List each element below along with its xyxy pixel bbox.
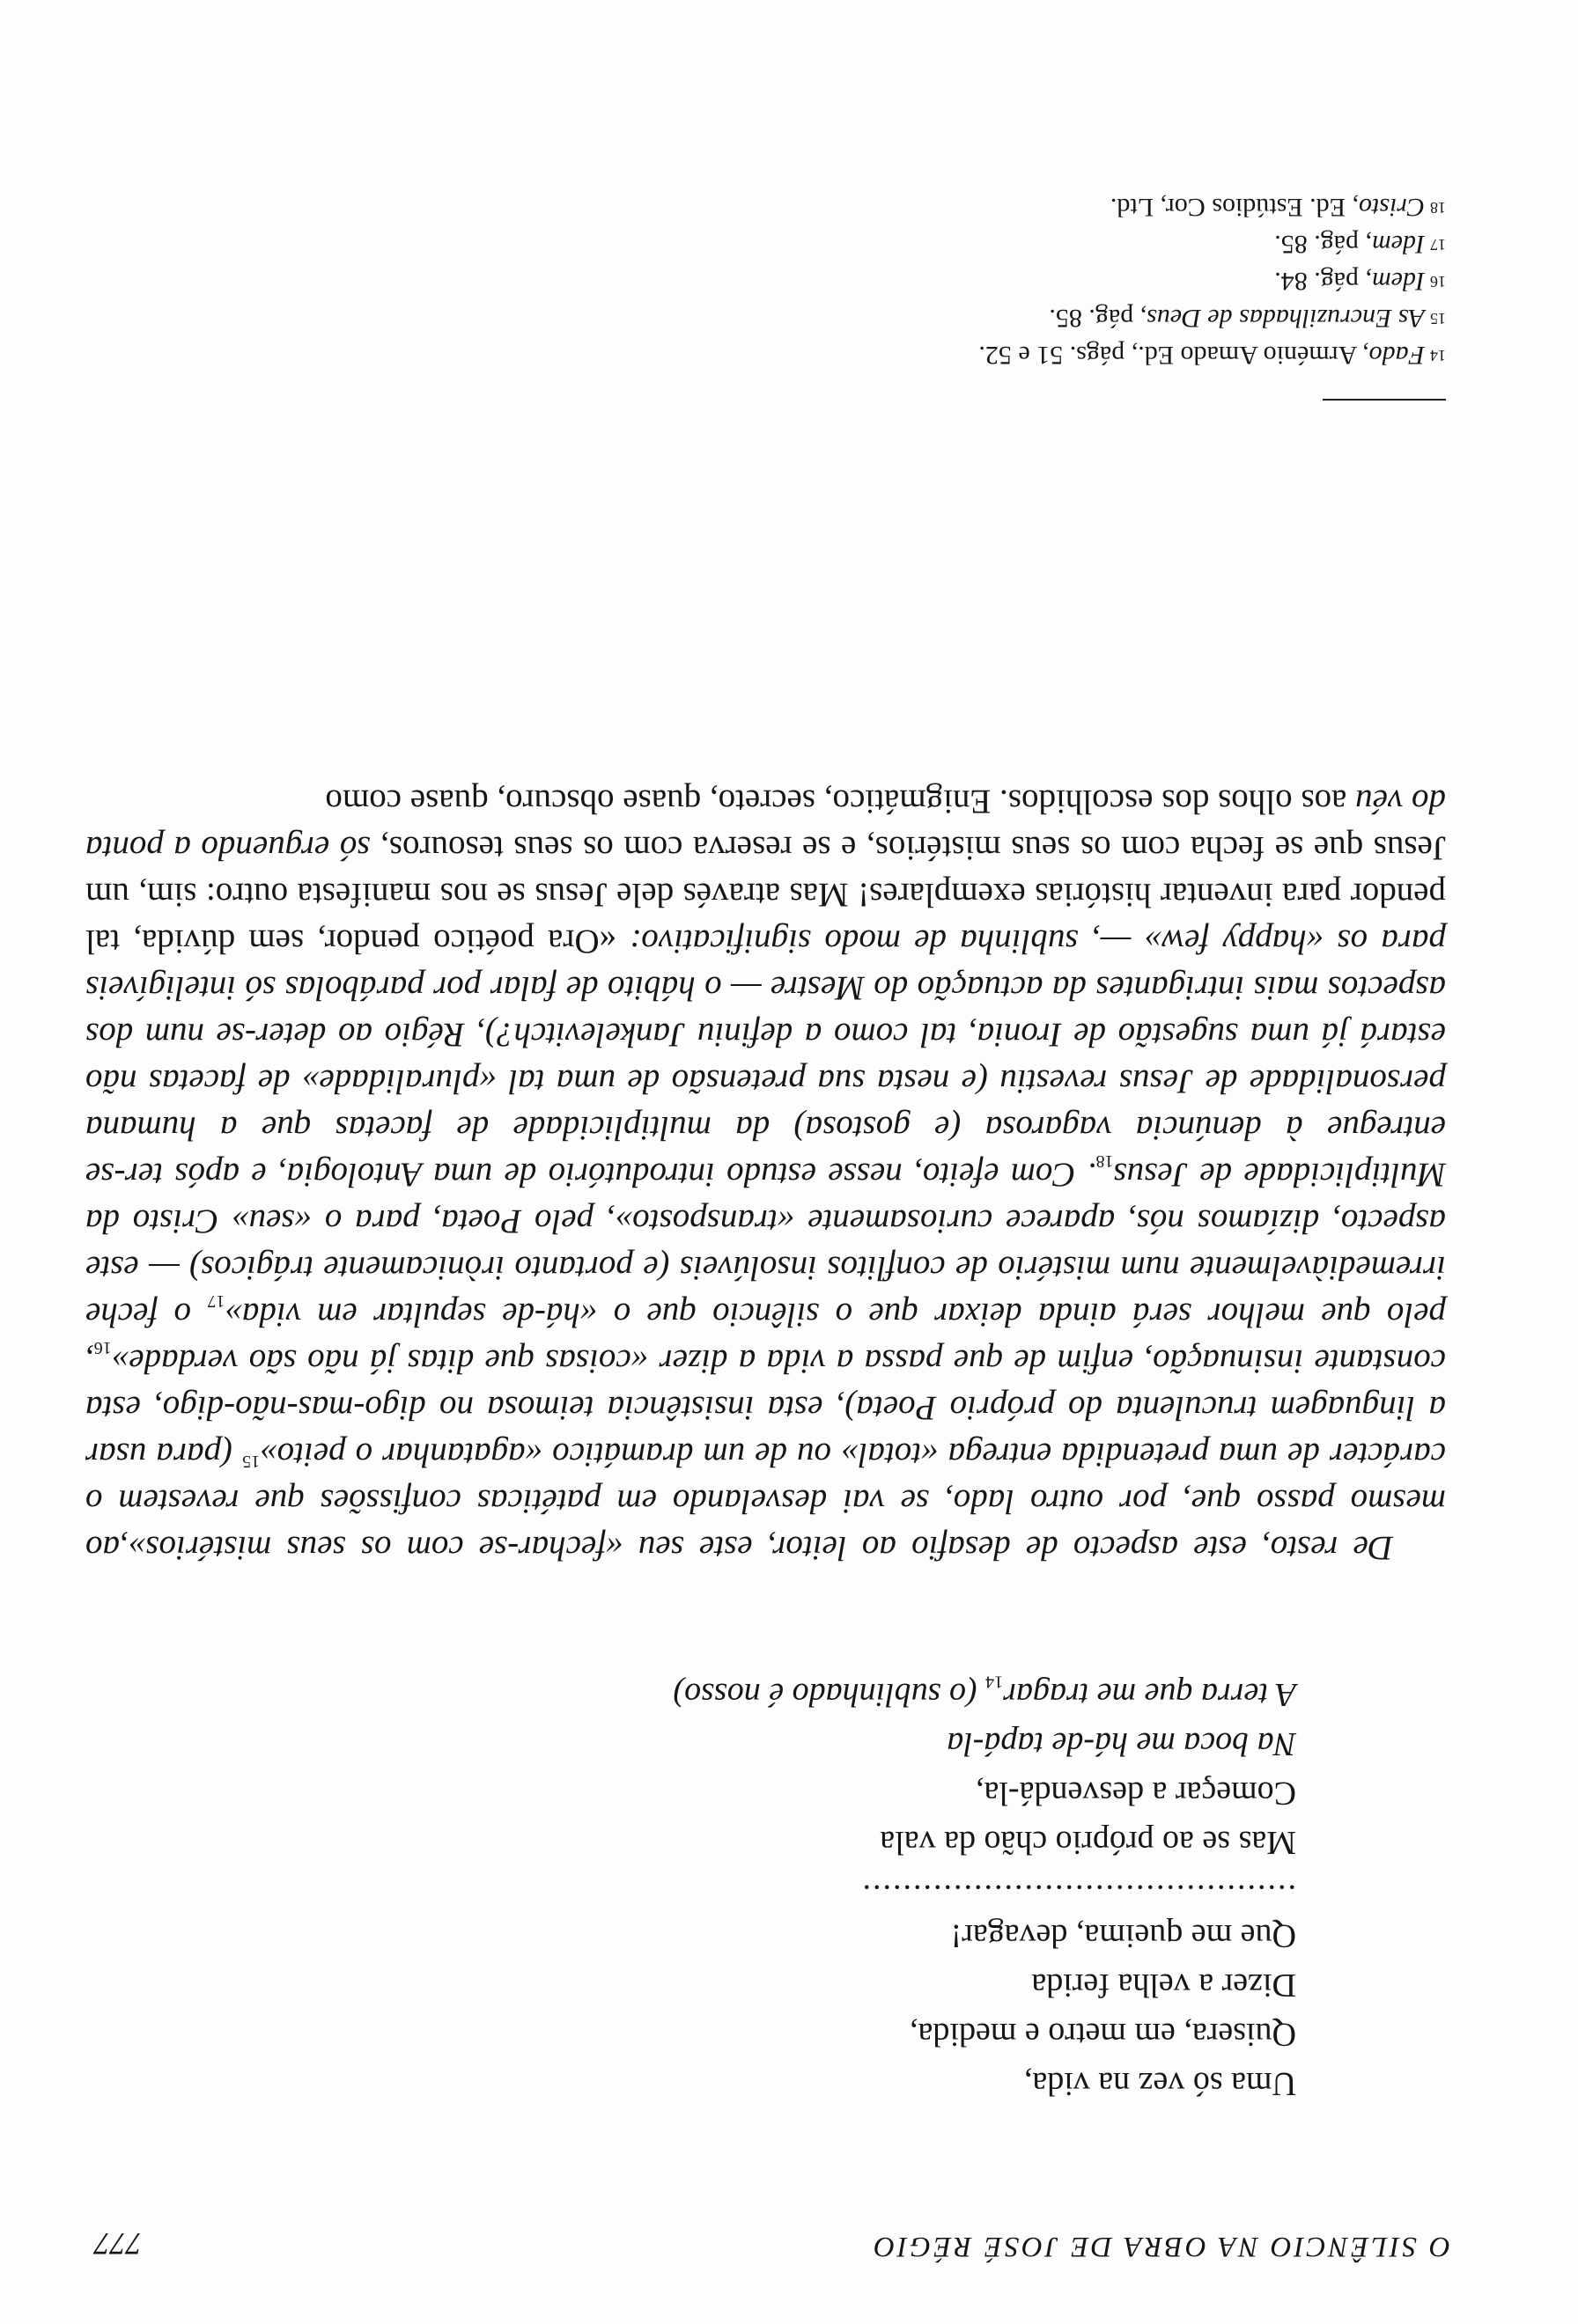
footnote-ref: 15	[242, 1452, 261, 1471]
text-run: (para usar a linguagem truculenta do próprio Poeta), esta insistência teimosa no digo-mas-não-digo, esta constante insinuação, enfim de que passa a vida a dizer «coisas que ditas já não são verdade»	[85, 1342, 1446, 1474]
page-header	[94, 2218, 1450, 2262]
text-run: «Ora poético pendor, sem dúvida, tal pendor para inventar histórias exemplares! Mas através dele Jesus se nos manifesta outro: sim, um Jesus que se fecha com os seus mistérios, e se reserva com os seus tesouros,	[85, 829, 1446, 960]
text-run: aos olhos dos escolhidos. Enigmático, secreto, quase obscuro, quase como	[325, 783, 1356, 820]
poem-quote	[240, 1670, 1296, 2108]
footnote-rule	[1323, 399, 1446, 401]
footnote-rest: , Arménio Amado Ed., págs. 51 e 52.	[978, 341, 1369, 370]
footnote-number: 16	[1430, 273, 1446, 290]
text-run: o feche irremediàvelmente num mistério de conflitos insolúveis (e portanto irònicamente trágicos)	[85, 1249, 1446, 1334]
footnote-ref: 14	[985, 1672, 1004, 1692]
footnote	[125, 300, 1446, 337]
text-run: ao mesmo passo que, por outro lado, se vai desvelando em patéticas confissões que revestem o carácter de uma pretendida entrega «total» ou de um dramático «agatanhar o peito»	[85, 1436, 1446, 1567]
poem-line: Mas se ao próprio chão da vala	[880, 1824, 1296, 1861]
footnote-title: Idem	[1372, 267, 1425, 296]
poem-line: Quisera, em metro e medida,	[910, 2016, 1296, 2053]
footnote-title: Fado	[1368, 341, 1425, 370]
footnotes	[125, 189, 1446, 374]
footnote	[125, 226, 1446, 263]
text-run: só erguendo a ponta do véu	[85, 783, 1446, 867]
page-number: 777	[94, 2226, 142, 2261]
poem-editorial-note: (o sublinhado é nosso)	[673, 1676, 986, 1713]
footnote-title: Idem	[1372, 230, 1425, 259]
footnote-number: 15	[1430, 310, 1446, 327]
poem-line: Começar a desvendá-la,	[976, 1775, 1296, 1812]
footnote	[125, 337, 1446, 374]
poem-line-italic: Na boca me há-de tapá-la	[947, 1725, 1296, 1762]
poem-line-italic: A terra que me tragar	[1003, 1676, 1296, 1713]
text-run: De resto, este aspecto de desafio ao leitor, este seu «fechar-se com os seus mistérios»,	[120, 1529, 1393, 1567]
poem-line: Dizer a velha ferida	[1031, 1967, 1296, 2004]
footnote-rest: , pág. 85.	[1049, 304, 1147, 333]
footnote-ref: 16	[93, 1338, 112, 1358]
running-head: O SILÊNCIO NA OBRA DE JOSÉ RÉGIO	[871, 2231, 1450, 2262]
footnote-rest: , Ed. Estúdios Cor, Ltd.	[1110, 193, 1359, 222]
poem-line: Que me queima, devagar!	[950, 1917, 1296, 1954]
footnote-title: As Encruzilhadas de Deus	[1147, 304, 1425, 333]
text-run: . Com efeito, nesse estudo introdutório de uma Antologia, e após ter-se entregue à denúncia vagarosa (e gostosa) da multiplicidade de facetas que a humana personalidade de Jesus revestiu (e nesta sua pretensão de uma tal «pluralidade» de facetas não estará já uma sugestão de Ironia, tal como a definiu Jankelevitch?), Régio	[85, 1016, 1446, 1194]
text-run: , pelo que melhor será ainda deixar que o silêncio que o «há-de sepultar em vida»	[85, 1296, 1446, 1380]
poem-ellipsis: ...........................................	[860, 1878, 1296, 1915]
footnote-rest: , pág. 84.	[1274, 267, 1373, 296]
text-run: curiosamente «transposto», pelo Poeta, para o «seu» Cristo da Multiplicidade de Jesus	[85, 1156, 1446, 1240]
footnote-title: Cristo	[1358, 193, 1425, 222]
poem-line-with-note	[240, 1670, 1296, 1719]
footnote-ref: 18	[1095, 1151, 1114, 1172]
footnote-number: 14	[1430, 347, 1446, 364]
footnote-number: 18	[1430, 199, 1446, 217]
body-text	[85, 778, 1446, 1571]
footnote-rest: , pág. 85.	[1274, 230, 1373, 259]
text-run: — este aspecto, dizíamos nós, aparece	[85, 1202, 1446, 1287]
footnote	[125, 189, 1446, 226]
footnote	[125, 263, 1446, 300]
footnote-ref: 17	[207, 1291, 225, 1312]
text-run: ao deter-se num dos aspectos mais intrigantes da actuação do Mestre — o hábito de falar por parábolas só inteligíveis para os «happy few» —, sublinha de modo significativo:	[85, 923, 1446, 1054]
footnote-number: 17	[1430, 236, 1446, 254]
poem-line: Uma só vez na vida,	[1023, 2065, 1296, 2102]
paragraph	[85, 778, 1446, 1571]
